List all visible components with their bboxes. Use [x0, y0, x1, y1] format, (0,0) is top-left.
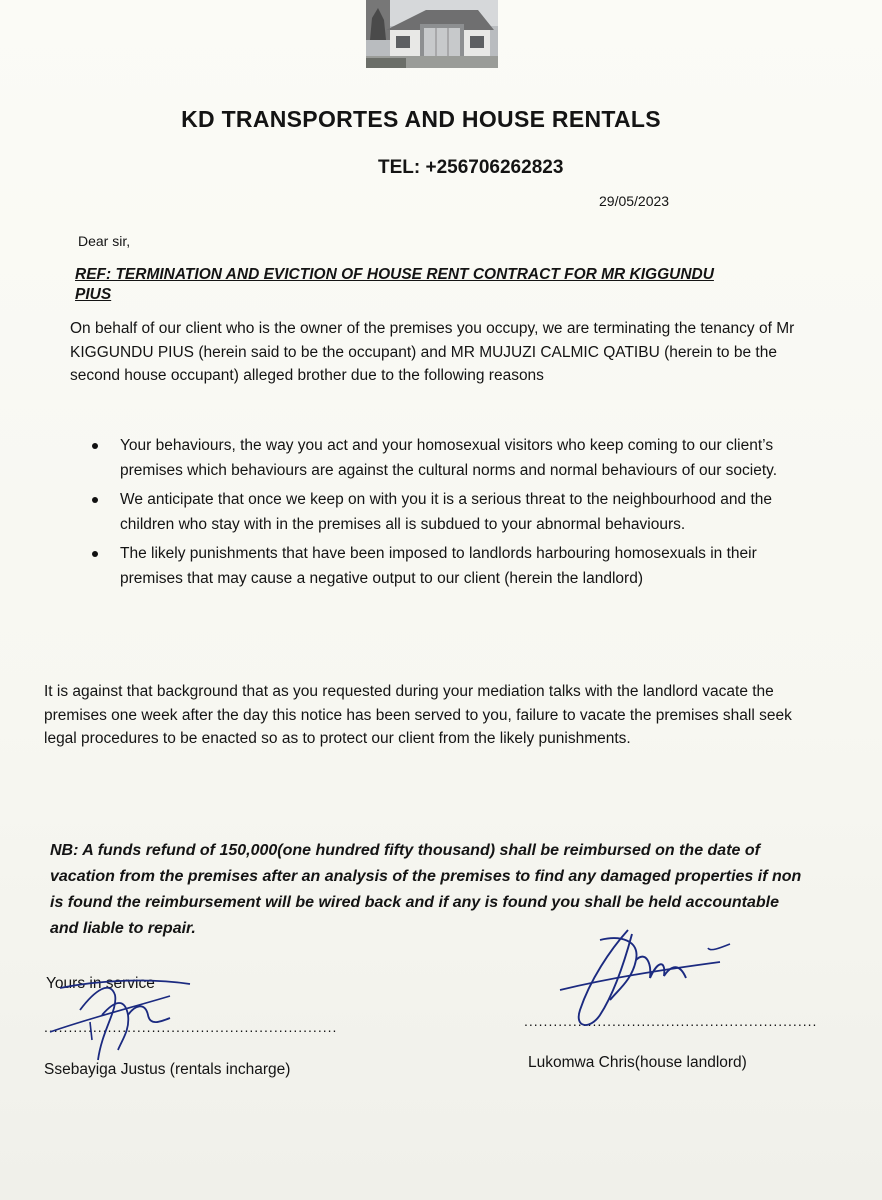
bullet-dot-icon — [92, 551, 98, 557]
signature-line-left: ............................................................ — [44, 1019, 338, 1035]
closing-line: Yours in service — [46, 975, 155, 992]
bullet-dot-icon — [92, 497, 98, 503]
house-photo-icon — [366, 0, 498, 68]
intro-paragraph: On behalf of our client who is the owner of the premises you occupy, we are terminating the tenancy of Mr KIGGUNDU PIUS (herein said to be the occupant) and MR MUJUZI CALMIC QATIBU (herein to be the second house occupant) alleged brother due to the following reasons — [70, 320, 795, 384]
reference-line: REF: TERMINATION AND EVICTION OF HOUSE RENT CONTRACT FOR MR KIGGUNDU PIUS — [75, 266, 714, 303]
nb-note: NB: A funds refund of 150,000(one hundred fifty thousand) shall be reimbursed on the date of vacation from the premises after an analysis of the premises to find any damaged properties if non is found the reimbursement will be wired back and if any is found you shall be held accountable and liable to repair. — [50, 842, 802, 937]
reason-text: Your behaviours, the way you act and your homosexual visitors who keep coming to our client’s premises which behaviours are against the cultural norms and normal behaviours of our society. — [120, 437, 778, 479]
list-item — [92, 433, 812, 483]
salutation: Dear sir, — [78, 233, 131, 249]
letter-date: 29/05/2023 — [599, 193, 670, 209]
signatory-right-name: Lukomwa Chris(house landlord) — [528, 1054, 747, 1071]
reasons-list — [92, 433, 812, 595]
company-name: KD TRANSPORTES AND HOUSE RENTALS — [181, 106, 661, 132]
reason-text: We anticipate that once we keep on with you it is a serious threat to the neighbourhood and the children who stay with in the premises all is subdued to your abnormal behaviours. — [120, 491, 772, 533]
signature-line-right: ............................................................ — [524, 1013, 818, 1029]
reason-text: The likely punishments that have been imposed to landlords harbouring homosexuals in their premises that may cause a negative output to our client (herein the landlord) — [120, 545, 757, 587]
list-item — [92, 487, 812, 537]
conclusion-paragraph: It is against that background that as you requested during your mediation talks with the landlord vacate the premises one week after the day this notice has been served to you, failure to vacate the premises shall seek legal procedures to be enacted so as to protect our client from the likely punishments. — [44, 683, 792, 747]
bullet-dot-icon — [92, 443, 98, 449]
list-item — [92, 541, 812, 591]
signatory-left-name: Ssebayiga Justus (rentals incharge) — [44, 1061, 291, 1078]
telephone-number: TEL: +256706262823 — [378, 157, 564, 178]
